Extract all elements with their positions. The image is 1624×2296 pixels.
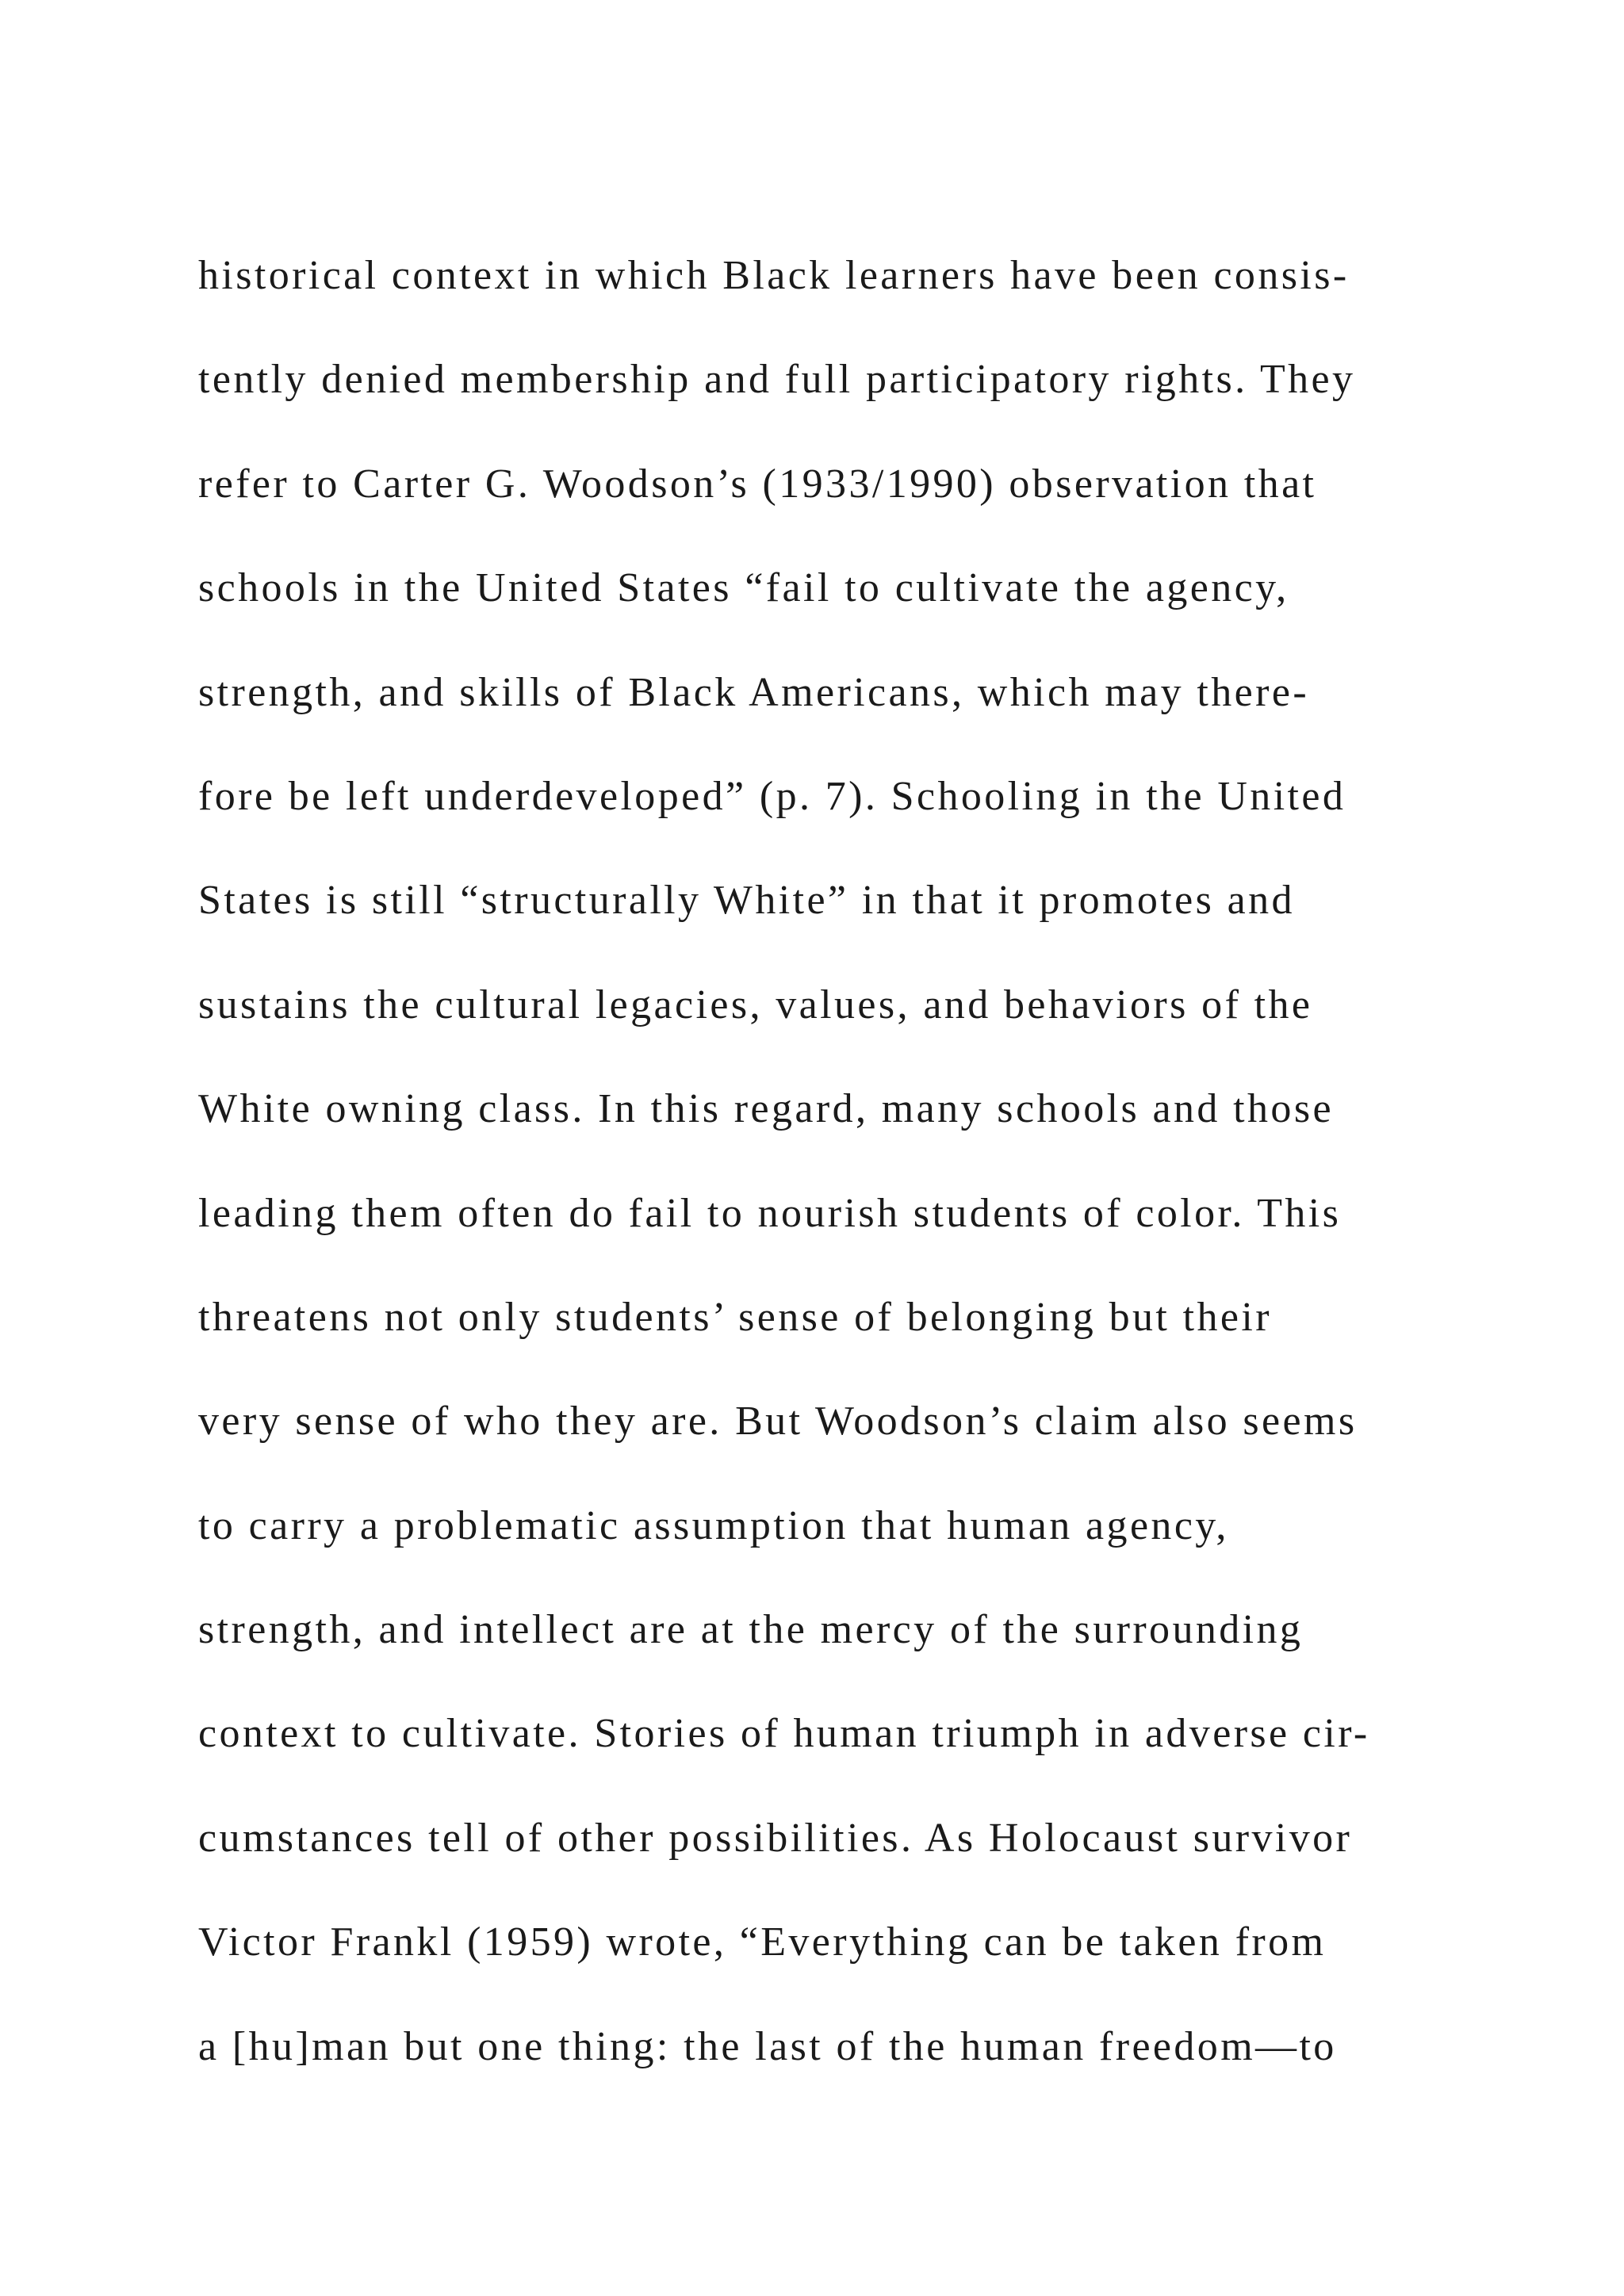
text-line: to carry a problematic assumption that human agency, [198, 1502, 1229, 1548]
text-line: cumstances tell of other possibilities. As Holocaust survivor [198, 1815, 1353, 1861]
text-line: States is still “structurally White” in that it promotes and [198, 878, 1295, 924]
text-line: context to cultivate. Stories of human triumph in adverse cir- [198, 1711, 1370, 1757]
text-line: historical context in which Black learners have been consis- [198, 253, 1350, 298]
body-paragraph [198, 246, 1435, 2121]
text-line: fore be left underdeveloped” (p. 7). Schooling in the United [198, 773, 1346, 819]
text-line: leading them often do fail to nourish students of color. This [198, 1190, 1342, 1236]
text-line: sustains the cultural legacies, values, and behaviors of the [198, 982, 1313, 1027]
text-line: threatens not only students’ sense of belonging but their [198, 1294, 1272, 1340]
text-line: schools in the United States “fail to cultivate the agency, [198, 565, 1289, 611]
text-line: a [hu]man but one thing: the last of the human freedom—to [198, 2023, 1337, 2069]
text-line: refer to Carter G. Woodson’s (1933/1990) observation that [198, 461, 1317, 507]
text-line: Victor Frankl (1959) wrote, “Everything can be taken from [198, 1919, 1327, 1965]
text-line: strength, and intellect are at the mercy of the surrounding [198, 1607, 1304, 1653]
text-line: very sense of who they are. But Woodson’s claim also seems [198, 1399, 1358, 1445]
text-line: strength, and skills of Black Americans, which may there- [198, 669, 1310, 715]
text-line: White owning class. In this regard, many schools and those [198, 1086, 1334, 1132]
text-line: tently denied membership and full participatory rights. They [198, 357, 1356, 403]
